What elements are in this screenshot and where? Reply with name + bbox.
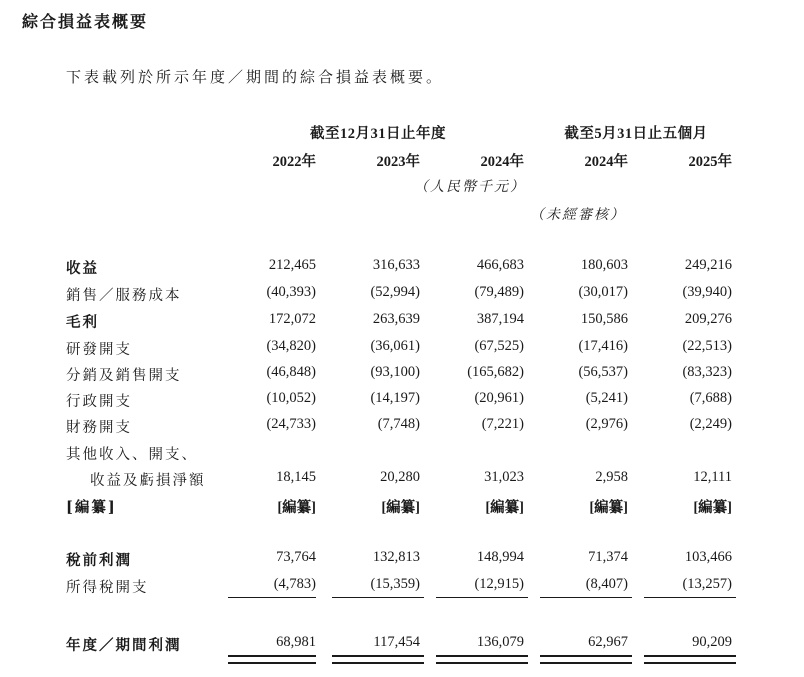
row-value: (10,052) (266, 390, 316, 406)
subtotal-rule (540, 597, 632, 598)
row-value: 71,374 (588, 549, 628, 565)
row-label: 收益及虧損淨額 (90, 473, 206, 489)
unit-note: （人民幣千元） (414, 180, 526, 195)
row-value: 249,216 (684, 257, 732, 273)
row-value: (2,249) (689, 416, 732, 432)
row-value: (30,017) (578, 284, 628, 300)
group-header-period: 截至5月31日止五個月 (564, 126, 708, 142)
year-header-2025-5m: 2025年 (688, 154, 732, 170)
row-value: 263,639 (372, 311, 420, 327)
row-value: (24,733) (266, 416, 316, 432)
subtotal-rule (228, 597, 316, 598)
row-label: 稅前利潤 (66, 552, 132, 569)
row-value: (7,221) (481, 416, 524, 432)
row-label: 分銷及銷售開支 (66, 368, 182, 384)
total-double-rule (540, 655, 632, 664)
row-value: 117,454 (373, 634, 420, 650)
row-value: (56,537) (578, 364, 628, 380)
row-value: (2,976) (585, 416, 628, 432)
audit-note: （未經審核） (530, 208, 626, 223)
row-label: 其他收入、開支、 (66, 447, 198, 463)
row-label: 所得稅開支 (66, 580, 149, 596)
row-value: 136,079 (476, 634, 524, 650)
row-value: 12,111 (693, 469, 732, 485)
year-header-2022: 2022年 (272, 154, 316, 170)
group-header-year: 截至12月31日止年度 (310, 126, 446, 142)
row-value: [編纂] (485, 500, 524, 516)
row-value: (13,257) (682, 576, 732, 592)
row-value: (67,525) (474, 338, 524, 354)
total-double-rule (436, 655, 528, 664)
total-double-rule (332, 655, 424, 664)
row-value: (15,359) (370, 576, 420, 592)
row-value: 316,633 (372, 257, 420, 273)
row-value: 172,072 (268, 311, 316, 327)
row-value: [編纂] (693, 500, 732, 516)
intro-text: 下表載列於所示年度／期間的綜合損益表概要。 (66, 68, 445, 86)
total-double-rule (644, 655, 736, 664)
row-value: (36,061) (370, 338, 420, 354)
row-value: 209,276 (684, 311, 732, 327)
row-value: 132,813 (372, 549, 420, 565)
row-value: [編纂] (589, 500, 628, 516)
row-label: 研發開支 (66, 342, 132, 358)
row-value: 20,280 (380, 469, 420, 485)
row-value: (34,820) (266, 338, 316, 354)
row-value: (17,416) (578, 338, 628, 354)
row-value: (7,748) (377, 416, 420, 432)
row-value: (83,323) (682, 364, 732, 380)
row-value: 73,764 (276, 549, 316, 565)
row-value: (79,489) (474, 284, 524, 300)
row-value: (5,241) (585, 390, 628, 406)
row-label: 收益 (66, 260, 99, 277)
subtotal-rule (644, 597, 736, 598)
row-value: (22,513) (682, 338, 732, 354)
row-value: (165,682) (467, 364, 524, 380)
row-value: [編纂] (277, 500, 316, 516)
row-value: 466,683 (476, 257, 524, 273)
row-value: [編纂] (381, 500, 420, 516)
row-label: [編纂] (66, 499, 117, 516)
row-value: 90,209 (692, 634, 732, 650)
row-value: (8,407) (585, 576, 628, 592)
row-value: 387,194 (476, 311, 524, 327)
row-value: 212,465 (268, 257, 316, 273)
row-value: 148,994 (476, 549, 524, 565)
year-header-2024-5m: 2024年 (584, 154, 628, 170)
row-value: (46,848) (266, 364, 316, 380)
row-value: 18,145 (276, 469, 316, 485)
row-value: 2,958 (595, 469, 628, 485)
row-value: (14,197) (370, 390, 420, 406)
row-value: 150,586 (580, 311, 628, 327)
row-value: 103,466 (684, 549, 732, 565)
row-label: 毛利 (66, 314, 99, 331)
row-label: 財務開支 (66, 420, 132, 436)
row-value: 31,023 (484, 469, 524, 485)
row-value: 68,981 (276, 634, 316, 650)
row-value: (39,940) (682, 284, 732, 300)
row-value: (12,915) (474, 576, 524, 592)
row-value: (52,994) (370, 284, 420, 300)
row-value: (20,961) (474, 390, 524, 406)
row-value: 62,967 (588, 634, 628, 650)
total-double-rule (228, 655, 316, 664)
row-value: (40,393) (266, 284, 316, 300)
row-value: (7,688) (689, 390, 732, 406)
row-value: (4,783) (273, 576, 316, 592)
row-value: (93,100) (370, 364, 420, 380)
section-heading: 綜合損益表概要 (22, 12, 149, 31)
row-label: 年度／期間利潤 (66, 637, 182, 654)
row-label: 行政開支 (66, 394, 132, 410)
year-header-2024: 2024年 (480, 154, 524, 170)
row-value: 180,603 (580, 257, 628, 273)
subtotal-rule (436, 597, 528, 598)
year-header-2023: 2023年 (376, 154, 420, 170)
row-label: 銷售／服務成本 (66, 288, 182, 304)
subtotal-rule (332, 597, 424, 598)
